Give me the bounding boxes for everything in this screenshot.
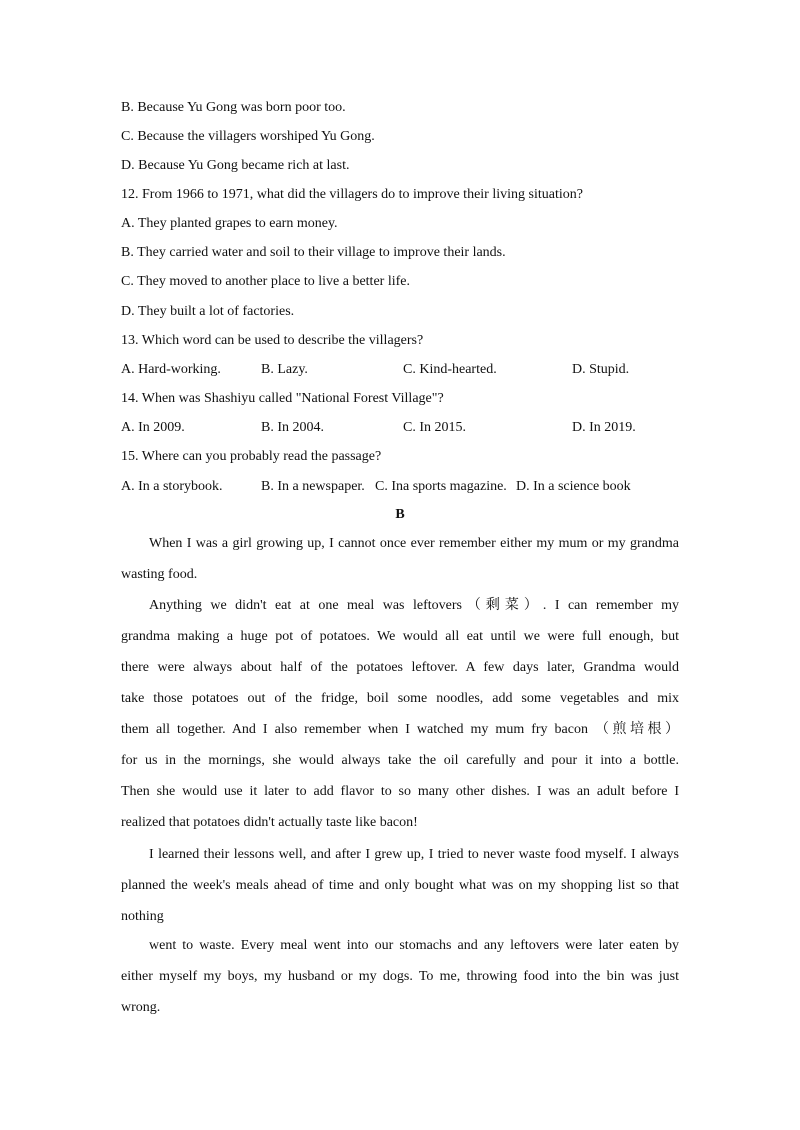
q11-option-b: B. Because Yu Gong was born poor too. — [121, 100, 346, 115]
q14-option-a: A. In 2009. — [121, 420, 185, 435]
q15-option-d: D. In a science book — [516, 479, 631, 494]
paragraph-3 — [121, 846, 679, 939]
paragraph-line: wasting food. — [121, 567, 198, 582]
q14-option-c: C. In 2015. — [403, 420, 466, 435]
q14-option-b: B. In 2004. — [261, 420, 324, 435]
section-b-heading: B — [395, 507, 405, 522]
q12-option-d: D. They built a lot of factories. — [121, 304, 295, 319]
paragraph-line: Anything we didn't eat at one meal was leftovers（剩菜）. I can remember my — [149, 598, 679, 613]
q15-option-a: A. In a storybook. — [121, 479, 223, 494]
q15-option-c: C. Ina sports magazine. — [375, 479, 507, 494]
paragraph-1 — [121, 535, 679, 597]
paragraph-line: I learned their lessons well, and after I grew up, I tried to never waste food myself. I always — [149, 847, 679, 862]
q13-option-c: C. Kind-hearted. — [403, 362, 497, 377]
paragraph-2 — [121, 597, 679, 845]
q15-stem: 15. Where can you probably read the passage? — [121, 449, 382, 464]
q13-option-a: A. Hard-working. — [121, 362, 221, 377]
paragraph-line: planned the week's meals ahead of time and only bought what was on my shopping list so that — [121, 878, 679, 893]
paragraph-line: take those potatoes out of the fridge, boil some noodles, add some vegetables and mix — [121, 691, 679, 706]
paragraph-line: wrong. — [121, 1000, 161, 1015]
q12-option-a: A. They planted grapes to earn money. — [121, 216, 338, 231]
q14-option-d: D. In 2019. — [572, 420, 636, 435]
paragraph-line: grandma making a huge pot of potatoes. We would all eat until we were full enough, but — [121, 629, 679, 644]
q12-stem: 12. From 1966 to 1971, what did the villagers do to improve their living situation? — [121, 187, 583, 202]
q13-option-b: B. Lazy. — [261, 362, 308, 377]
q15-option-b: B. In a newspaper. — [261, 479, 365, 494]
paragraph-line: nothing — [121, 909, 164, 924]
paragraph-line: realized that potatoes didn't actually taste like bacon! — [121, 815, 418, 830]
q11-option-c: C. Because the villagers worshiped Yu Gong. — [121, 129, 375, 144]
paragraph-line: for us in the mornings, she would always take the oil carefully and pour it into a bottle. — [121, 753, 679, 768]
paragraph-line: When I was a girl growing up, I cannot once ever remember either my mum or my grandma — [149, 536, 679, 551]
paragraph-line: either myself my boys, my husband or my dogs. To me, throwing food into the bin was just — [121, 969, 679, 984]
paragraph-4 — [121, 937, 679, 1030]
paragraph-line: them all together. And I also remember when I watched my mum fry bacon （煎培根） — [121, 722, 679, 737]
paragraph-line: there were always about half of the potatoes leftover. A few days later, Grandma would — [121, 660, 679, 675]
q12-option-b: B. They carried water and soil to their village to improve their lands. — [121, 245, 506, 260]
q11-option-d: D. Because Yu Gong became rich at last. — [121, 158, 350, 173]
paragraph-line: went to waste. Every meal went into our stomachs and any leftovers were later eaten by — [149, 938, 679, 953]
q13-option-d: D. Stupid. — [572, 362, 630, 377]
q13-stem: 13. Which word can be used to describe the villagers? — [121, 333, 424, 348]
paragraph-line: Then she would use it later to add flavor to so many other dishes. I was an adult before I — [121, 784, 679, 799]
q12-option-c: C. They moved to another place to live a better life. — [121, 274, 410, 289]
q14-stem: 14. When was Shashiyu called "National Forest Village"? — [121, 391, 444, 406]
